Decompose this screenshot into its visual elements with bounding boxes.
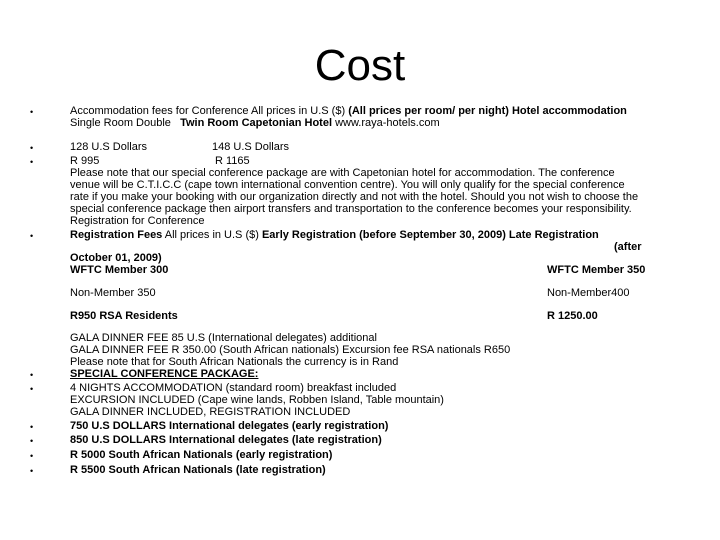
note-line: Please note that our special conference package are with Capetonian hotel for accommodation. The conference (70, 167, 615, 179)
package-line: EXCURSION INCLUDED (Cape wine lands, Robben Island, Table mountain) (70, 394, 444, 406)
note-line: Registration for Conference (70, 215, 205, 227)
accommodation-intro: Accommodation fees for Conference All prices in U.S ($) (70, 105, 349, 117)
bullet-marker: • (30, 157, 34, 167)
bullet-marker: • (30, 451, 34, 461)
registration-after-label: (after (614, 241, 642, 253)
rsa-fee-early: R950 RSA Residents (70, 310, 178, 322)
package-line: GALA DINNER INCLUDED, REGISTRATION INCLUDED (70, 406, 351, 418)
note-line: rate if you make your booking with our organization directly and not with the hotel. Should you not wish to choose the (70, 191, 639, 203)
gala-line: GALA DINNER FEE R 350.00 (South African nationals) Excursion fee RSA nationals R650 (70, 344, 511, 356)
nonmember-fee-early: Non-Member 350 (70, 287, 156, 299)
package-price: R 5500 South African Nationals (late registration) (70, 464, 326, 476)
bullet-marker: • (30, 422, 34, 432)
page-title: Cost (314, 41, 406, 90)
note-line: venue will be C.T.I.C.C (cape town international convention centre). You will only qualify for the special conference (70, 179, 625, 191)
room-types-label: Single Room Double (70, 117, 171, 129)
bullet-marker: • (30, 143, 34, 153)
hotel-name: Twin Room Capetonian Hotel (180, 117, 336, 129)
price-usd-single: 128 U.S Dollars (70, 141, 148, 153)
member-fee-late: WFTC Member 350 (547, 264, 646, 276)
price-zar-single: R 995 (70, 155, 100, 167)
accommodation-line-1 (70, 105, 627, 117)
note-line: special conference package then airport transfers and transportation to the conference becomes your responsibility. (70, 203, 632, 215)
bullet-marker: • (30, 466, 34, 476)
registration-fees-label: Registration Fees (70, 229, 163, 241)
accommodation-per-room-note: (All prices per room/ per night) Hotel accommodation (348, 105, 627, 117)
gala-line: Please note that for South African Nationals the currency is in Rand (70, 356, 399, 368)
package-price: R 5000 South African Nationals (early registration) (70, 449, 333, 461)
rsa-fee-late: R 1250.00 (547, 310, 598, 322)
bullet-marker: • (30, 370, 34, 380)
registration-early-late-label: Early Registration (before September 30, 2009) Late Registration (261, 229, 599, 241)
registration-heading (70, 229, 599, 241)
nonmember-fee-late: Non-Member400 (547, 287, 630, 299)
accommodation-line-2 (70, 117, 440, 129)
price-zar-double: R 1165 (215, 155, 250, 167)
member-fee-early: WFTC Member 300 (70, 264, 169, 276)
package-price: 750 U.S DOLLARS International delegates (early registration) (70, 420, 389, 432)
registration-late-date: October 01, 2009) (70, 252, 162, 264)
package-line: 4 NIGHTS ACCOMMODATION (standard room) breakfast included (70, 382, 397, 394)
bullet-marker: • (30, 384, 34, 394)
package-price: 850 U.S DOLLARS International delegates (late registration) (70, 434, 382, 446)
bullet-marker: • (30, 436, 34, 446)
package-heading: SPECIAL CONFERENCE PACKAGE: (70, 368, 259, 380)
registration-currency-note: All prices in U.S ($) (162, 229, 262, 241)
price-usd-double: 148 U.S Dollars (212, 141, 290, 153)
bullet-marker: • (30, 107, 34, 117)
bullet-marker: • (30, 231, 34, 241)
gala-line: GALA DINNER FEE 85 U.S (International delegates) additional (70, 332, 377, 344)
hotel-url[interactable]: www.raya-hotels.com (335, 117, 440, 129)
